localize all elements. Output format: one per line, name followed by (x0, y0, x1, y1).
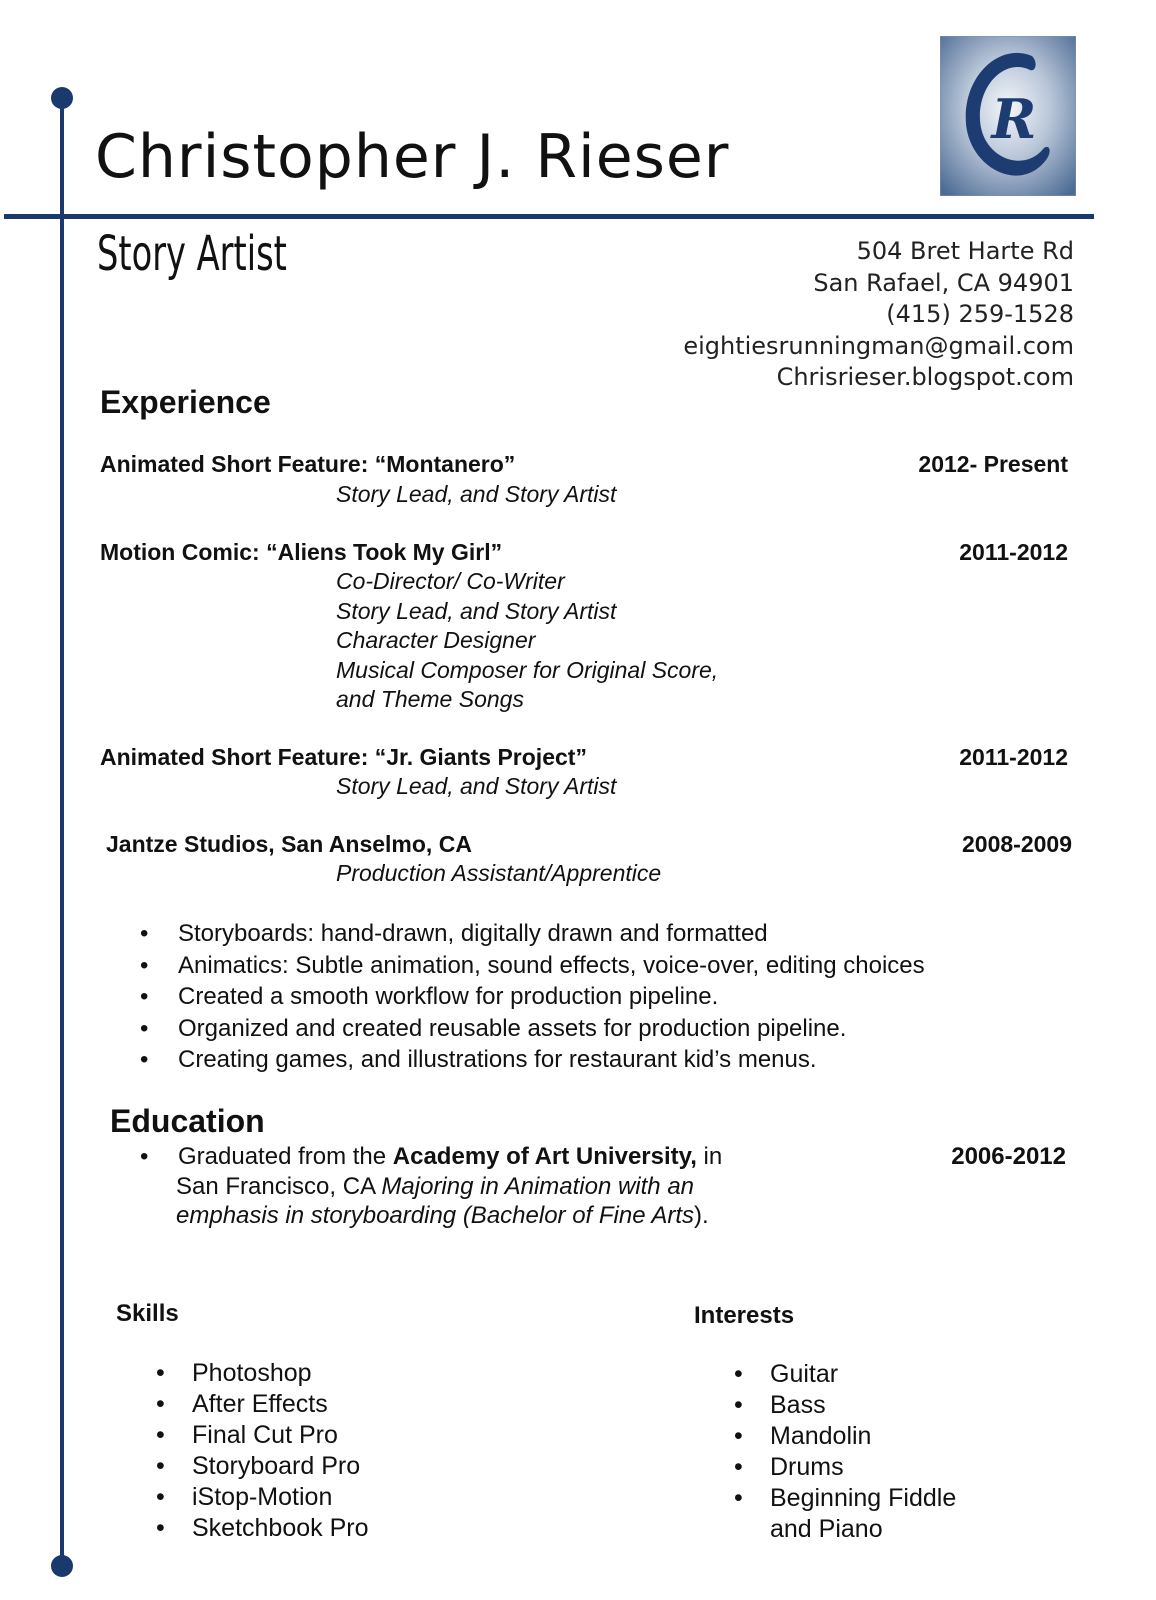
list-item: • Organized and created reusable assets for production pipeline. (140, 1013, 925, 1045)
education-bullet-icon: • (140, 1143, 149, 1170)
job-title-heading: Story Artist (97, 226, 287, 282)
list-item: • Photoshop (156, 1358, 369, 1389)
resume-name: Christopher J. Rieser (95, 122, 730, 192)
list-item-continued: and Piano (770, 1515, 883, 1543)
contact-email[interactable]: eightiesrunningman@gmail.com (683, 331, 1074, 360)
contact-blog[interactable]: Chrisrieser.blogspot.com (776, 363, 1074, 391)
interests-list (734, 1359, 956, 1545)
experience-heading: Experience (100, 384, 271, 420)
list-item: • Bass (734, 1390, 956, 1421)
list-item: • Storyboard Pro (156, 1451, 369, 1482)
interests-heading: Interests (694, 1302, 795, 1329)
job-date-1: 2012- Present (918, 451, 1068, 477)
list-item: • Guitar (734, 1359, 956, 1390)
list-item: • Creating games, and illustrations for restaurant kid’s menus. (140, 1044, 925, 1076)
skills-heading: Skills (116, 1300, 179, 1327)
skills-list (156, 1358, 369, 1544)
education-date: 2006-2012 (951, 1143, 1066, 1170)
list-item: • Mandolin (734, 1421, 956, 1452)
job-role-1-1: Story Lead, and Story Artist (336, 481, 617, 507)
rule-dot-top (51, 87, 73, 109)
job-roles-2 (336, 567, 718, 715)
vertical-rule (60, 98, 64, 1568)
job-title-2: Motion Comic: “Aliens Took My Girl” (100, 539, 503, 565)
edu-school: Academy of Art University, (392, 1143, 697, 1170)
job-role-3-1: Story Lead, and Story Artist (336, 773, 617, 799)
job-role-2-1: Co-Director/ Co-Writer (336, 568, 565, 594)
education-line-3 (176, 1201, 709, 1231)
job-role-2-3: Character Designer (336, 627, 536, 653)
job-date-2: 2011-2012 (959, 539, 1068, 565)
job-date-3: 2011-2012 (959, 744, 1068, 770)
job-title-3: Animated Short Feature: “Jr. Giants Project” (100, 744, 587, 770)
list-item: • Sketchbook Pro (156, 1513, 369, 1544)
horizontal-rule (4, 214, 1094, 219)
edu-text: ). (694, 1202, 709, 1229)
job-role-2-2: Story Lead, and Story Artist (336, 597, 617, 624)
job-title-1: Animated Short Feature: “Montanero” (100, 451, 516, 477)
education-heading: Education (110, 1103, 265, 1139)
logo-letter: R (991, 87, 1037, 151)
list-item: • Created a smooth workflow for production pipeline. (140, 981, 925, 1013)
list-item: • Animatics: Subtle animation, sound effects, voice-over, editing choices (140, 950, 925, 982)
list-item: • Beginning Fiddle (734, 1483, 956, 1514)
job-title-4: Jantze Studios, San Anselmo, CA (106, 831, 472, 857)
education-line-1 (178, 1142, 722, 1172)
list-item: • iStop-Motion (156, 1482, 369, 1513)
contact-phone: (415) 259-1528 (886, 300, 1074, 328)
list-item: • Drums (734, 1452, 956, 1483)
edu-text: San Francisco, CA (176, 1173, 382, 1200)
education-line-2 (176, 1172, 694, 1202)
contact-address: 504 Bret Harte Rd (856, 237, 1074, 265)
rule-dot-bottom (51, 1555, 73, 1577)
job-role-2-4: Musical Composer for Original Score, (336, 656, 719, 683)
experience-bullets (140, 918, 925, 1076)
job-role-2-5: and Theme Songs (336, 686, 524, 712)
contact-block (683, 236, 1074, 394)
edu-text: in (696, 1143, 723, 1170)
edu-emphasis: emphasis in storyboarding (Bachelor of Fine Arts (176, 1202, 695, 1229)
edu-major: Majoring in Animation with an (381, 1173, 695, 1200)
edu-text: Graduated from the (178, 1143, 393, 1170)
job-role-4-1: Production Assistant/Apprentice (336, 860, 662, 886)
list-item: • Final Cut Pro (156, 1420, 369, 1451)
contact-city: San Rafael, CA 94901 (813, 268, 1074, 297)
job-date-4: 2008-2009 (962, 831, 1072, 857)
cr-monogram-logo (940, 36, 1076, 196)
list-item: • After Effects (156, 1389, 369, 1420)
list-item: • Storyboards: hand-drawn, digitally drawn and formatted (140, 918, 925, 950)
